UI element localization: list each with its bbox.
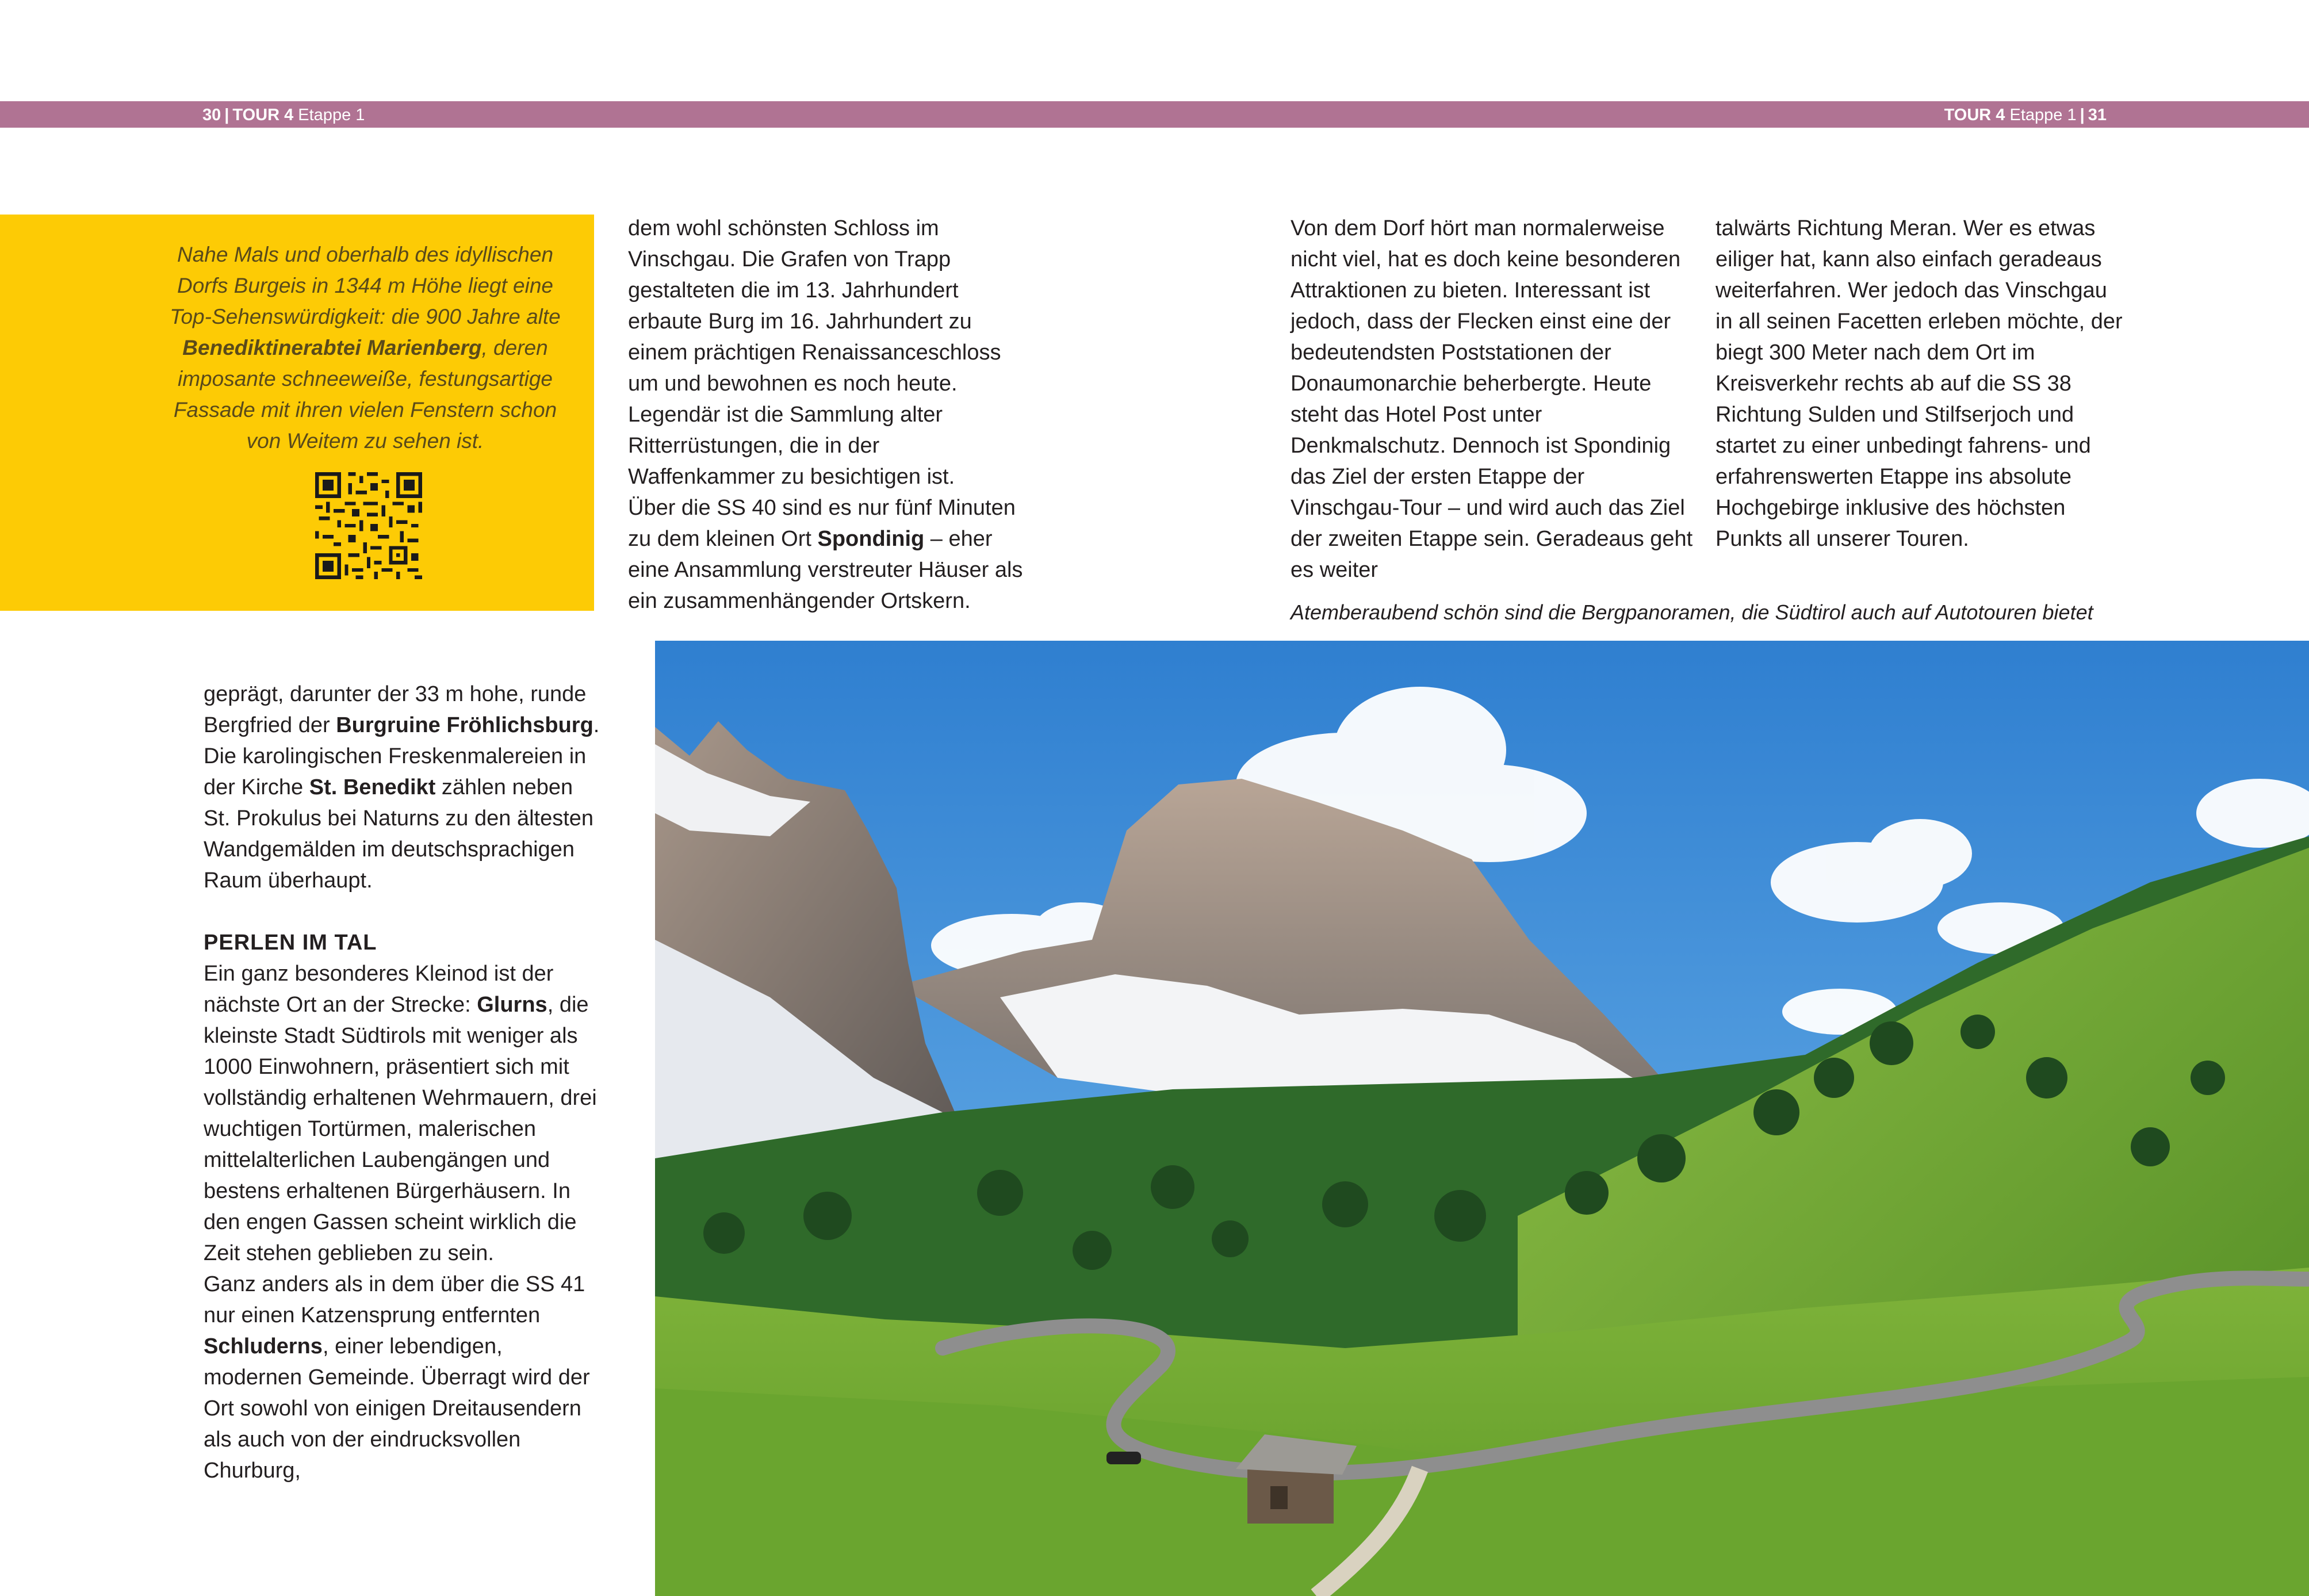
col4-p2-text-b: , die kleinste Stadt Südtirols mit weniger als 1000 Einwohnern, präsentiert sich mit vollständig erhaltenen Wehrmauern, drei wuchtigen Tortürmen, malerischen mittelalterlichen Laubengängen und bestens erhaltenen Bürgerhäusern. In den engen Gassen scheint wirklich die Zeit stehen geblieben zu sein. <box>204 993 597 1265</box>
col4-p1-text-c: zählen neben St. Prokulus bei Naturns zu den ältesten Wandgemälden im deutschsprachigen Raum überhaupt. <box>204 775 594 893</box>
info-text-before: Nahe Mals und oberhalb des idyllischen Dorfs Burgeis in 1344 m Höhe liegt eine Top-Sehenswürdigkeit: die 900 Jahre alte <box>170 243 561 328</box>
col4-p1-bold-2: St. Benedikt <box>309 775 436 799</box>
stage-label-right: Etappe 1 <box>2009 106 2077 124</box>
col4-p3-text-a: Ganz anders als in dem über die SS 41 nur einen Katzensprung entfernten <box>204 1272 585 1327</box>
col4-p2-text-a: Ein ganz besonderes Kleinod ist der nächste Ort an der Strecke: <box>204 962 554 1017</box>
qr-code-icon[interactable] <box>315 472 422 579</box>
header-right: TOUR 4 Etappe 1 | 31 <box>1944 106 2107 124</box>
page-number-right: 31 <box>2088 106 2107 124</box>
text-column-1 <box>628 213 1031 617</box>
info-text-bold: Benediktinerabtei Marienberg <box>182 336 482 359</box>
page-number-left: 30 <box>202 106 221 124</box>
col1-b-text-2: – eher eine Ansammlung verstreuter Häuser als ein zusammenhängender Ortskern. <box>628 527 1023 613</box>
col4-p1-bold-1: Burgruine Fröhlichsburg <box>336 713 593 737</box>
tour-label-left: TOUR 4 <box>232 106 294 124</box>
photo-caption: Atemberaubend schön sind die Bergpanoramen, die Südtirol auch auf Autotouren bietet <box>1291 600 2093 624</box>
text-column-3 <box>1716 213 2130 554</box>
header-left: 30 | TOUR 4 Etappe 1 <box>202 106 365 124</box>
col4-paragraph-2 <box>204 958 600 1269</box>
col1-paragraph-b <box>628 492 1031 617</box>
col4-p1-text-b: . Die karolingischen Freskenmalereien in der Kirche <box>204 713 600 799</box>
col4-paragraph-3 <box>204 1269 600 1486</box>
col4-p3-bold: Schluderns <box>204 1334 323 1358</box>
info-box <box>0 215 594 611</box>
mountain-landscape-photo <box>655 641 2309 1596</box>
text-column-2 <box>1291 213 1693 585</box>
col4-paragraph-1 <box>204 679 600 896</box>
info-box-text <box>155 239 575 457</box>
col4-p3-text-b: , einer lebendigen, modernen Gemeinde. Überragt wird der Ort sowohl von einigen Dreitausendern als auch von der eindrucksvollen Churburg, <box>204 1334 590 1483</box>
col2-paragraph: Von dem Dorf hört man normalerweise nicht viel, hat es doch keine besonderen Attraktionen zu bieten. Interessant ist jedoch, dass der Flecken einst eine der bedeutendsten Poststationen der Donaumonarchie beherbergte. Heute steht das Hotel Post unter Denkmalschutz. Dennoch ist Spondinig das Ziel der ersten Etappe der Vinschgau-Tour – und wird auch das Ziel der zweiten Etappe sein. Geradeaus geht es weiter <box>1291 216 1693 582</box>
text-column-4 <box>204 679 600 1486</box>
section-heading: PERLEN IM TAL <box>204 931 377 955</box>
stage-label-left: Etappe 1 <box>298 106 365 124</box>
col1-paragraph-a: dem wohl schönsten Schloss im Vinschgau. Die Grafen von Trapp gestalteten die im 13. Jahrhundert erbaute Burg im 16. Jahrhundert zu einem prächtigen Renaissanceschloss um und bewohnen es noch heute. Legendär ist die Sammlung alter Ritterrüstungen, die in der Waffenkammer zu besichtigen ist. <box>628 216 1001 489</box>
col1-b-bold: Spondinig <box>817 527 925 551</box>
col4-p1-text-a: geprägt, darunter der 33 m hohe, runde Bergfried der <box>204 682 587 737</box>
header-bar <box>0 101 2309 128</box>
info-text-after: , deren imposante schneeweiße, festungsartige Fassade mit ihren vielen Fenstern schon von Weitem zu sehen ist. <box>173 336 557 453</box>
col4-p2-bold: Glurns <box>477 993 547 1017</box>
tour-label-right: TOUR 4 <box>1944 106 2005 124</box>
col1-b-text-1: Über die SS 40 sind es nur fünf Minuten zu dem kleinen Ort <box>628 496 1016 551</box>
col3-paragraph: talwärts Richtung Meran. Wer es etwas eiliger hat, kann also einfach geradeaus weiterfahren. Wer jedoch das Vinschgau in all seinen Facetten erleben möchte, der biegt 300 Meter nach dem Ort im Kreisverkehr rechts ab auf die SS 38 Richtung Sulden und Stilfserjoch und startet zu einer unbedingt fahrens- und erfahrenswerten Etappe ins absolute Hochgebirge inklusive des höchsten Punkts all unserer Touren. <box>1716 216 2123 551</box>
